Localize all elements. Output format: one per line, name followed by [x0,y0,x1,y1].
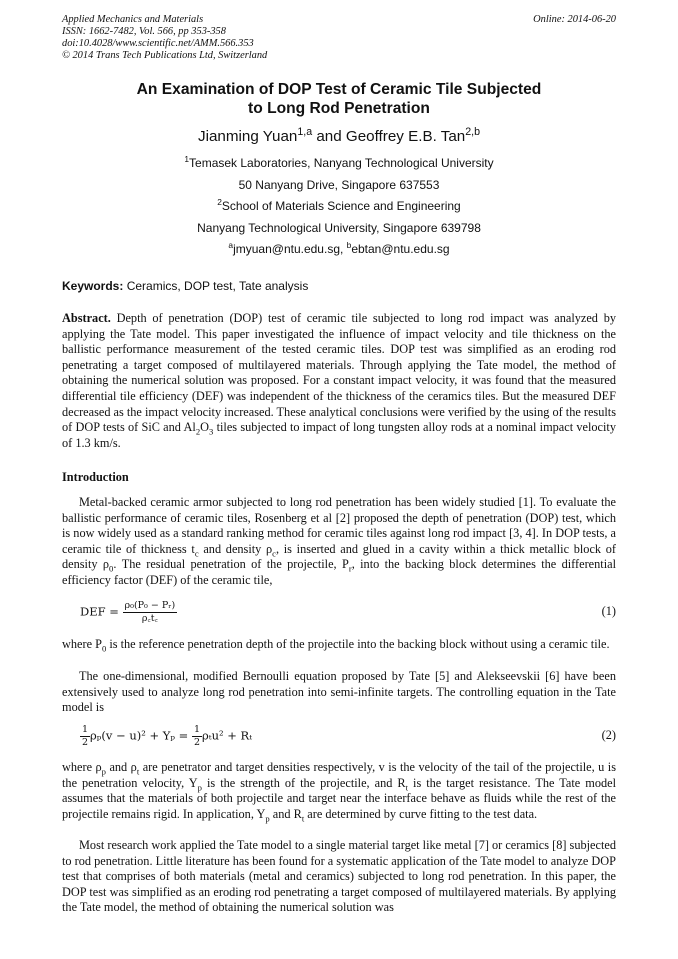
equation-1-number: (1) [601,604,616,618]
author-list [62,127,616,147]
abstract-label: Abstract. [62,311,111,325]
equation-1 [80,600,616,625]
journal-issn: ISSN: 1662-7482, Vol. 566, pp 353-358 [62,26,226,37]
email-a: jmyuan@ntu.edu.sg, [233,242,347,256]
keywords-text: Ceramics, DOP test, Tate analysis [123,279,309,293]
keywords-label: Keywords: [62,279,124,293]
p4-sub-t3: t [301,813,305,824]
eq2-half-2 [192,724,202,749]
email-a-marker: a [228,240,234,250]
intro-paragraph-2 [62,637,616,653]
affiliation-2-line-1 [62,199,616,213]
p4-sub-p2: p [197,782,202,793]
p4-a: where ρ [62,760,102,774]
intro-paragraph-5: Most research work applied the Tate model to a single material target like metal [7] or ceramics [8] subjected to rod penetration. Little literature has been found for a systematic application of the Tate model to analyze DOP test that comprises of both materials (metal and ceramics) subjected to long rod penetration. In this paper, the DOP test was simplified as an eroding rod penetrating a target composed of multilayered materials. By applying the Tate model, the method of obtaining the numerical solution was [62,838,616,915]
eq2-mid: ρₚ(v − u)² + Yₚ = [90,728,192,743]
equation-2 [80,724,616,749]
journal-copyright: © 2014 Trans Tech Publications Ltd, Switzerland [62,50,268,61]
p4-e: is the target resistance. The Tate model assumes that the materials of both projectile and target near the interface behave as fluids while the rest of the projectile remains rigid. In application, Y [62,775,616,821]
title-line-1: An Examination of DOP Test of Ceramic Tile Subjected [136,81,542,98]
online-date: Online: 2014-06-20 [533,14,616,25]
p1-d: . The residual penetration of the projectile, P [113,557,349,572]
eq2-half-2-num: 1 [193,724,200,735]
eq1-fraction [123,600,178,625]
keywords [62,279,616,293]
section-heading-introduction: Introduction [62,470,129,484]
affiliation-1-text: Temasek Laboratories, Nanyang Technological University [189,156,494,170]
p1-sub-c1: c [194,548,199,559]
p4-sub-p: p [101,766,106,777]
journal-doi: doi:10.4028/www.scientific.net/AMM.566.353 [62,38,254,49]
p4-g: are determined by curve fitting to the test data. [304,806,538,821]
eq1-denominator: ρ꜀t꜀ [141,613,158,624]
author-2: Geoffrey E.B. Tan [345,128,466,145]
eq2-half-1-den: 2 [82,737,89,748]
p2-a: where P [62,637,102,651]
p4-f: and R [269,806,302,821]
author-conj: and [312,128,346,145]
affiliation-1-marker: 1 [184,154,190,164]
eq2-half-2-den: 2 [193,737,200,748]
p1-c: , is inserted and glued in a cavity within a thick metallic block of density ρ [62,541,616,572]
eq2-half-1-num: 1 [82,724,89,735]
p1-sub-c2: c [272,548,276,559]
journal-header [62,14,616,62]
eq2-end: ρₜu² + Rₜ [201,728,253,743]
equation-2-number: (2) [601,728,616,742]
p1-sub-r: r [348,563,352,574]
author-emails [62,242,616,256]
p1-b: and density ρ [198,541,273,556]
paper-title [62,80,616,118]
email-b-marker: b [346,240,352,250]
p4-b: and ρ [105,760,137,774]
p4-c: are penetrator and target densities respectively, v is the velocity of the tail of the projectile, u is the penetration velocity, Y [62,760,616,790]
author-1-affil: 1,a [297,125,313,138]
affiliation-1-line-2: 50 Nanyang Drive, Singapore 637553 [238,178,440,192]
abstract [62,311,616,451]
p1-e: , into the backing block determines the differential efficiency factor (DEF) of the ceramic tile, [62,557,616,587]
abstract-text-2: O [200,420,210,435]
abstract-sub-1: 2 [195,426,201,437]
intro-paragraph-1 [62,495,616,589]
abstract-text-3: tiles subjected to impact of long tungsten alloy rods at a nominal impact velocity of 1.3 km/s. [62,420,616,450]
affiliation-2-line-2: Nanyang Technological University, Singapore 639798 [197,221,481,235]
eq2-half-1 [80,724,90,749]
p2-sub-0: 0 [101,643,107,654]
p4-sub-t: t [136,766,140,777]
p4-sub-p3: p [265,813,270,824]
abstract-sub-2: 3 [209,426,214,437]
author-2-affil: 2,b [465,125,481,138]
affiliation-1-line-1 [62,156,616,170]
intro-paragraph-3: The one-dimensional, modified Bernoulli equation proposed by Tate [5] and Alekseevskii [6] have been extensively used to analyze long rod penetration into semi-infinite targets. The controlling equation in the Tate model is [62,669,616,715]
p2-b: is the reference penetration depth of the projectile into the backing block without using a ceramic tile. [106,637,610,651]
eq1-numerator: ρ₀(P₀ − Pᵣ) [124,600,176,611]
author-1: Jianming Yuan [197,128,298,145]
eq1-lhs: DEF = [80,604,123,619]
title-line-2: to Long Rod Penetration [248,100,430,117]
abstract-text-1: Depth of penetration (DOP) test of ceramic tile subjected to long rod impact was analyzed by applying the Tate model. This paper investigated the influence of impact velocity and tile thickness on the ballistic performance measurement of the tested ceramic tiles. DOP test was simplified as an eroding rod penetrating a target composed of multilayered materials. Through applying the Tate model, the method of obtaining the numerical solution was proposed. For a constant impact velocity, it was found that the measured differential tile efficiency (DEF) was independent of the thickness of the ceramics tiles. But the measured DEF decreased as the impact velocity increased. These analytical conclusions were verified by the using of the results of DOP tests of SiC and Al [62,311,616,435]
p1-sub-0: 0 [109,563,114,574]
p4-d: is the strength of the projectile, and R [201,775,406,790]
journal-name: Applied Mechanics and Materials [62,14,204,25]
affiliation-2-text: School of Materials Science and Engineering [221,199,461,213]
p1-a: Metal-backed ceramic armor subjected to long rod penetration has been widely studied [1]. To evaluate the ballistic performance of ceramic tiles, Rosenberg et al [2] proposed the depth of penetration (DOP) test, which is now widely used as a standard ranking method for ceramic tiles against long rod impact [3, 4]. In DOP tests, a ceramic tile of thickness t [62,495,616,556]
affiliation-2-marker: 2 [217,197,222,207]
email-b: ebtan@ntu.edu.sg [351,242,450,256]
intro-paragraph-4 [62,760,616,822]
p4-sub-t2: t [405,782,409,793]
